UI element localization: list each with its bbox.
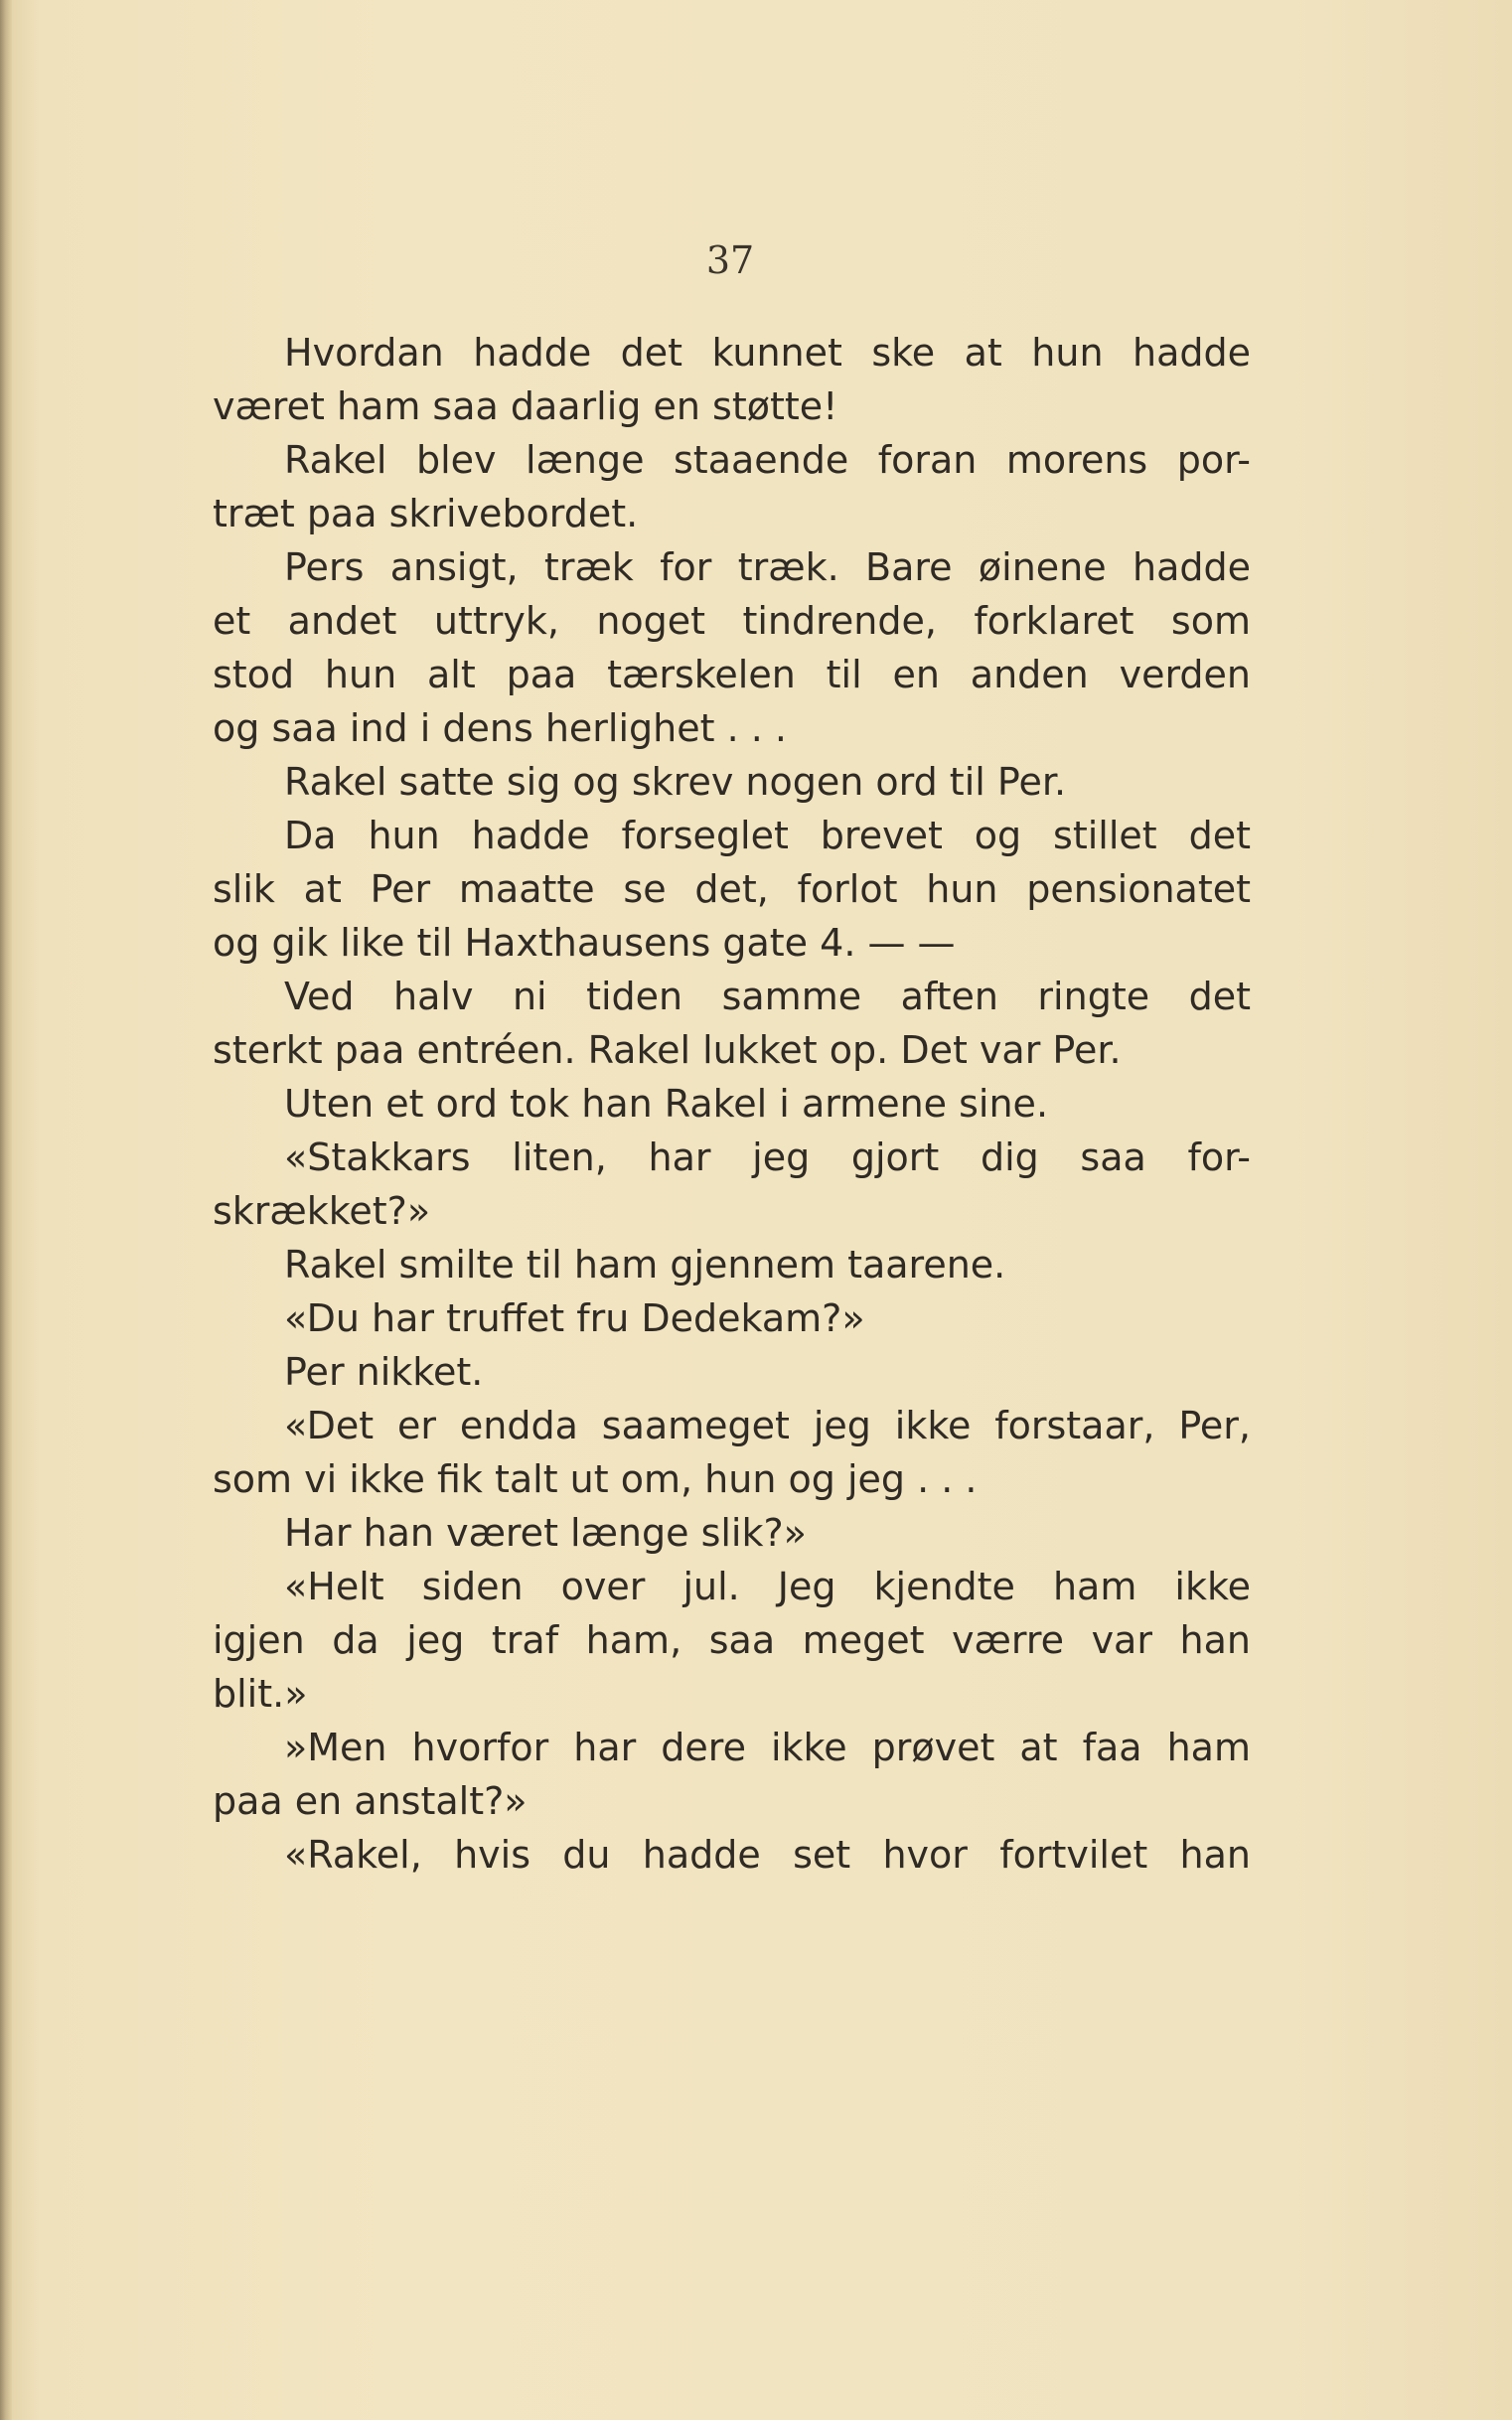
text-line: som vi ikke fik talt ut om, hun og jeg . . . [213, 1457, 978, 1501]
text-line: blit.» [213, 1672, 308, 1716]
text-line: været ham saa daarlig en støtte! [213, 384, 838, 428]
text-line: Ved halv ni tiden samme aften ringte det [284, 975, 1251, 1018]
text-line: «Du har truffet fru Dedekam?» [284, 1296, 865, 1340]
text-line: et andet uttryk, noget tindrende, forklaret som [213, 599, 1251, 643]
text-line: Rakel blev længe staaende foran morens por- [284, 438, 1251, 482]
text-line: Per nikket. [284, 1350, 484, 1394]
text-line: sterkt paa entréen. Rakel lukket op. Det var Per. [213, 1028, 1122, 1072]
text-line: Rakel satte sig og skrev nogen ord til Per. [284, 760, 1067, 804]
text-line: og gik like til Haxthausens gate 4. — — [213, 921, 956, 965]
text-line: paa en anstalt?» [213, 1779, 528, 1823]
text-line: Uten et ord tok han Rakel i armene sine. [284, 1082, 1049, 1126]
text-line: »Men hvorfor har dere ikke prøvet at faa ham [284, 1726, 1251, 1769]
text-line: stod hun alt paa tærskelen til en anden verden [213, 653, 1251, 696]
text-line: Da hun hadde forseglet brevet og stillet det [284, 814, 1251, 857]
text-line: igjen da jeg traf ham, saa meget værre var han [213, 1618, 1251, 1662]
text-line: «Det er endda saameget jeg ikke forstaar, Per, [284, 1404, 1251, 1447]
text-line: slik at Per maatte se det, forlot hun pensionatet [213, 867, 1251, 911]
text-line: og saa ind i dens herlighet . . . [213, 706, 787, 750]
text-line: «Stakkars liten, har jeg gjort dig saa for- [284, 1135, 1251, 1179]
page-spine-edge [0, 0, 12, 2420]
body-text [213, 326, 1251, 1882]
text-line: Rakel smilte til ham gjennem taarene. [284, 1243, 1006, 1286]
text-line: Hvordan hadde det kunnet ske at hun hadde [284, 331, 1251, 375]
text-line: Pers ansigt, træk for træk. Bare øinene hadde [284, 545, 1251, 589]
page-number: 37 [705, 238, 755, 282]
text-line: «Helt siden over jul. Jeg kjendte ham ikke [284, 1565, 1251, 1608]
text-line: træt paa skrivebordet. [213, 492, 639, 535]
text-line: skrækket?» [213, 1189, 431, 1233]
text-line: «Rakel, hvis du hadde set hvor fortvilet han [284, 1833, 1251, 1877]
text-line: Har han været længe slik?» [284, 1511, 807, 1555]
